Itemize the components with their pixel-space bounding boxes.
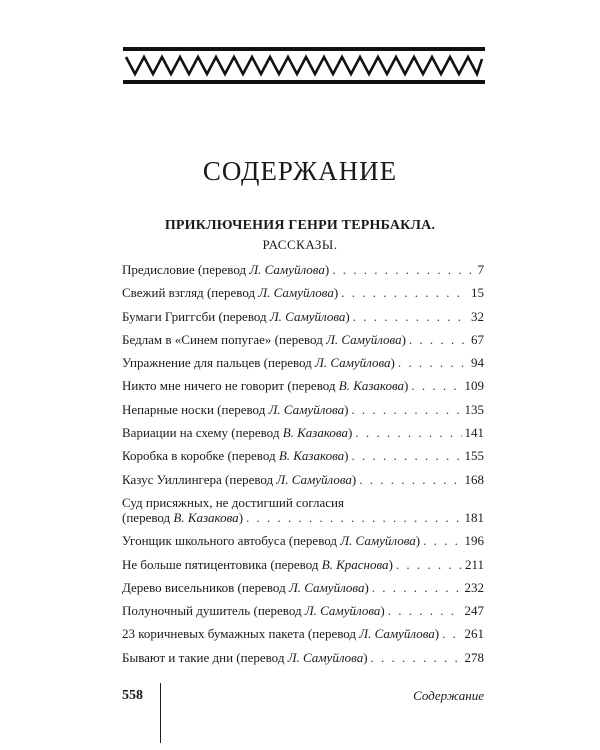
toc-entry-title: Казус Уиллингера bbox=[122, 471, 222, 487]
toc-entry-page: 232 bbox=[464, 579, 484, 595]
toc-entry-title: Угонщик школьного автобуса bbox=[122, 533, 286, 549]
toc-entry-title: Упражнение для пальцев bbox=[122, 355, 261, 371]
toc-entry-translator: Л. Самуйлова bbox=[304, 603, 381, 619]
toc-entry-page: 261 bbox=[464, 626, 484, 642]
dot-leader bbox=[388, 603, 462, 618]
toc-entry-page: 247 bbox=[464, 603, 484, 619]
toc-entry-translation: (перевод Л. Самуйлова) bbox=[274, 331, 406, 347]
dot-leader bbox=[442, 626, 461, 641]
translation-prefix: перевод bbox=[240, 649, 285, 665]
toc-entry-page: 278 bbox=[464, 649, 484, 665]
toc-entry-page: 94 bbox=[471, 355, 484, 371]
toc-entry-translator: Л. Самуйлова bbox=[276, 471, 352, 487]
toc-entry-title: Бедлам в «Синем попугае» bbox=[122, 331, 272, 347]
toc-entry bbox=[122, 355, 484, 370]
toc-entry bbox=[122, 557, 484, 572]
toc-entry-translator: Л. Самуйлова bbox=[268, 401, 345, 417]
toc-entry-title: Дерево висельников bbox=[122, 579, 235, 595]
translation-prefix: перевод bbox=[221, 401, 266, 417]
toc-entry bbox=[122, 533, 484, 548]
toc-entry-title: 23 коричневых бумажных пакета bbox=[122, 626, 305, 642]
toc-entry-page: 15 bbox=[471, 285, 484, 301]
toc-entry-title: Свежий взгляд bbox=[122, 285, 204, 301]
dot-leader bbox=[355, 425, 461, 440]
translation-prefix: перевод bbox=[274, 556, 319, 572]
toc-entry-title: Непарные носки bbox=[122, 401, 214, 417]
toc-entry-page: 109 bbox=[464, 378, 484, 394]
toc-entry-translation: (перевод В. Казакова) bbox=[231, 425, 353, 441]
toc-entry-page: 181 bbox=[464, 509, 484, 525]
dot-leader bbox=[332, 262, 474, 277]
toc-entry-page: 168 bbox=[464, 471, 484, 487]
translation-prefix: перевод bbox=[202, 262, 247, 277]
translation-prefix: перевод bbox=[222, 308, 267, 324]
translation-prefix: перевод bbox=[229, 471, 274, 487]
toc-entry-page: 32 bbox=[471, 308, 484, 324]
toc-entry bbox=[122, 378, 484, 393]
section-title: ПРИКЛЮЧЕНИЯ ГЕНРИ ТЕРНБАКЛА. bbox=[164, 218, 436, 233]
running-head: Содержание bbox=[413, 688, 484, 703]
translation-prefix: перевод bbox=[231, 448, 276, 464]
translation-prefix: перевод bbox=[312, 626, 357, 642]
toc-entry bbox=[122, 332, 484, 347]
toc-entry-title: Бывают и такие дни bbox=[122, 649, 234, 665]
dot-leader bbox=[411, 378, 461, 393]
translation-prefix: перевод bbox=[267, 355, 312, 371]
dot-leader bbox=[351, 402, 461, 417]
footer-divider bbox=[160, 683, 161, 743]
toc-entry-translator: Л. Самуйлова bbox=[315, 355, 391, 371]
translation-prefix: перевод bbox=[235, 425, 280, 441]
toc-entry-title: Суд присяжных, не достигший согласия bbox=[122, 494, 344, 510]
toc-entry bbox=[122, 495, 484, 525]
toc-entry-page: 211 bbox=[464, 556, 484, 572]
toc-entry-page: 67 bbox=[471, 331, 484, 347]
toc-entry-title: Бумаги Григгсби bbox=[122, 308, 216, 324]
dot-leader bbox=[409, 332, 468, 347]
translation-prefix: перевод bbox=[293, 533, 337, 549]
dot-leader bbox=[341, 285, 468, 300]
toc-entry-title: Никто мне ничего не говорит bbox=[122, 378, 285, 394]
translation-prefix: перевод bbox=[126, 509, 171, 525]
toc-entry-page: 7 bbox=[477, 262, 484, 277]
toc-entry bbox=[122, 425, 484, 440]
toc-entry-translator: Л. Самуйлова bbox=[288, 579, 365, 595]
toc-entry-translator: Л. Самуйлова bbox=[326, 331, 402, 347]
translation-prefix: перевод bbox=[291, 378, 336, 394]
toc-entry bbox=[122, 262, 484, 277]
toc-entry bbox=[122, 402, 484, 417]
toc-entry-translation: (перевод В. Казакова) bbox=[287, 378, 409, 394]
toc-entry-page: 155 bbox=[464, 448, 484, 464]
dot-leader bbox=[351, 448, 461, 463]
toc-entry-translator: Л. Самуйлова bbox=[249, 262, 325, 277]
page-number: 558 bbox=[122, 688, 143, 703]
dot-leader bbox=[246, 510, 461, 525]
toc-entry-translator: Л. Самуйлова bbox=[258, 285, 334, 301]
toc-entry-translation: (перевод Л. Самуйлова) bbox=[218, 308, 350, 324]
toc-entry bbox=[122, 285, 484, 300]
toc-entry-translation: (перевод Л. Самуйлова) bbox=[225, 471, 357, 487]
dot-leader bbox=[423, 533, 461, 548]
toc-entry-title: Не больше пятицентовика bbox=[122, 556, 268, 572]
toc-entry-translation: (перевод Л. Самуйлова) bbox=[307, 626, 440, 642]
toc-entry bbox=[122, 626, 484, 641]
toc-entry-translation: (перевод Л. Самуйлова) bbox=[206, 285, 339, 301]
toc-entry-translator: В. Казакова bbox=[282, 425, 348, 441]
toc-entry-title: Предисловие bbox=[122, 262, 195, 277]
toc-entry-title: Вариации на схему bbox=[122, 425, 229, 441]
dot-leader bbox=[371, 650, 462, 665]
toc-entry-translator: Л. Самуйлова bbox=[287, 649, 364, 665]
toc-entry-translator: В. Краснова bbox=[321, 556, 389, 572]
toc-entry-translator: Л. Самуйлова bbox=[340, 533, 416, 549]
toc-entry-page: 196 bbox=[464, 533, 484, 549]
toc-entry bbox=[122, 580, 484, 595]
toc-entry-translation: (перевод Л. Самуйлова) bbox=[263, 355, 395, 371]
toc-entry bbox=[122, 472, 484, 487]
page-title: СОДЕРЖАНИЕ bbox=[202, 156, 398, 186]
section-subtitle: РАССКАЗЫ. bbox=[262, 237, 338, 252]
toc-entry-translator: В. Казакова bbox=[338, 378, 405, 394]
toc-entry bbox=[122, 448, 484, 463]
toc-entry-translation: (перевод Л. Самуйлова) bbox=[253, 603, 385, 619]
dot-leader bbox=[396, 557, 462, 572]
toc-entry-translator: В. Казакова bbox=[278, 448, 345, 464]
toc-entry bbox=[122, 650, 484, 665]
toc-entry-translation: (перевод Л. Самуйлова) bbox=[197, 262, 330, 277]
toc-entry-title: Полуночный душитель bbox=[122, 603, 251, 619]
table-of-contents bbox=[122, 262, 484, 673]
toc-entry-page: 135 bbox=[464, 401, 484, 417]
decorative-zigzag-ornament bbox=[123, 47, 485, 87]
toc-entry-translator: В. Казакова bbox=[173, 509, 239, 525]
dot-leader bbox=[353, 309, 468, 324]
toc-entry-translation: (перевод Л. Самуйлова) bbox=[217, 401, 349, 417]
toc-entry-title: Коробка в коробке bbox=[122, 448, 225, 464]
translation-prefix: перевод bbox=[279, 331, 323, 347]
translation-prefix: перевод bbox=[211, 285, 256, 301]
translation-prefix: перевод bbox=[257, 603, 302, 619]
toc-entry bbox=[122, 603, 484, 618]
toc-entry-page: 141 bbox=[464, 425, 484, 441]
toc-entry-translation: (перевод В. Казакова) bbox=[122, 509, 244, 525]
toc-entry-translation: (перевод Л. Самуйлова) bbox=[288, 533, 421, 549]
translation-prefix: перевод bbox=[241, 579, 286, 595]
dot-leader bbox=[398, 355, 468, 370]
toc-entry-translation: (перевод Л. Самуйлова) bbox=[236, 649, 368, 665]
toc-entry-translation: (перевод В. Краснова) bbox=[270, 556, 393, 572]
toc-entry-translation: (перевод Л. Самуйлова) bbox=[237, 579, 369, 595]
toc-entry-translator: Л. Самуйлова bbox=[269, 308, 346, 324]
toc-entry bbox=[122, 309, 484, 324]
toc-entry-translator: Л. Самуйлова bbox=[359, 626, 435, 642]
toc-entry-translation: (перевод В. Казакова) bbox=[227, 448, 349, 464]
dot-leader bbox=[372, 580, 462, 595]
dot-leader bbox=[359, 472, 461, 487]
